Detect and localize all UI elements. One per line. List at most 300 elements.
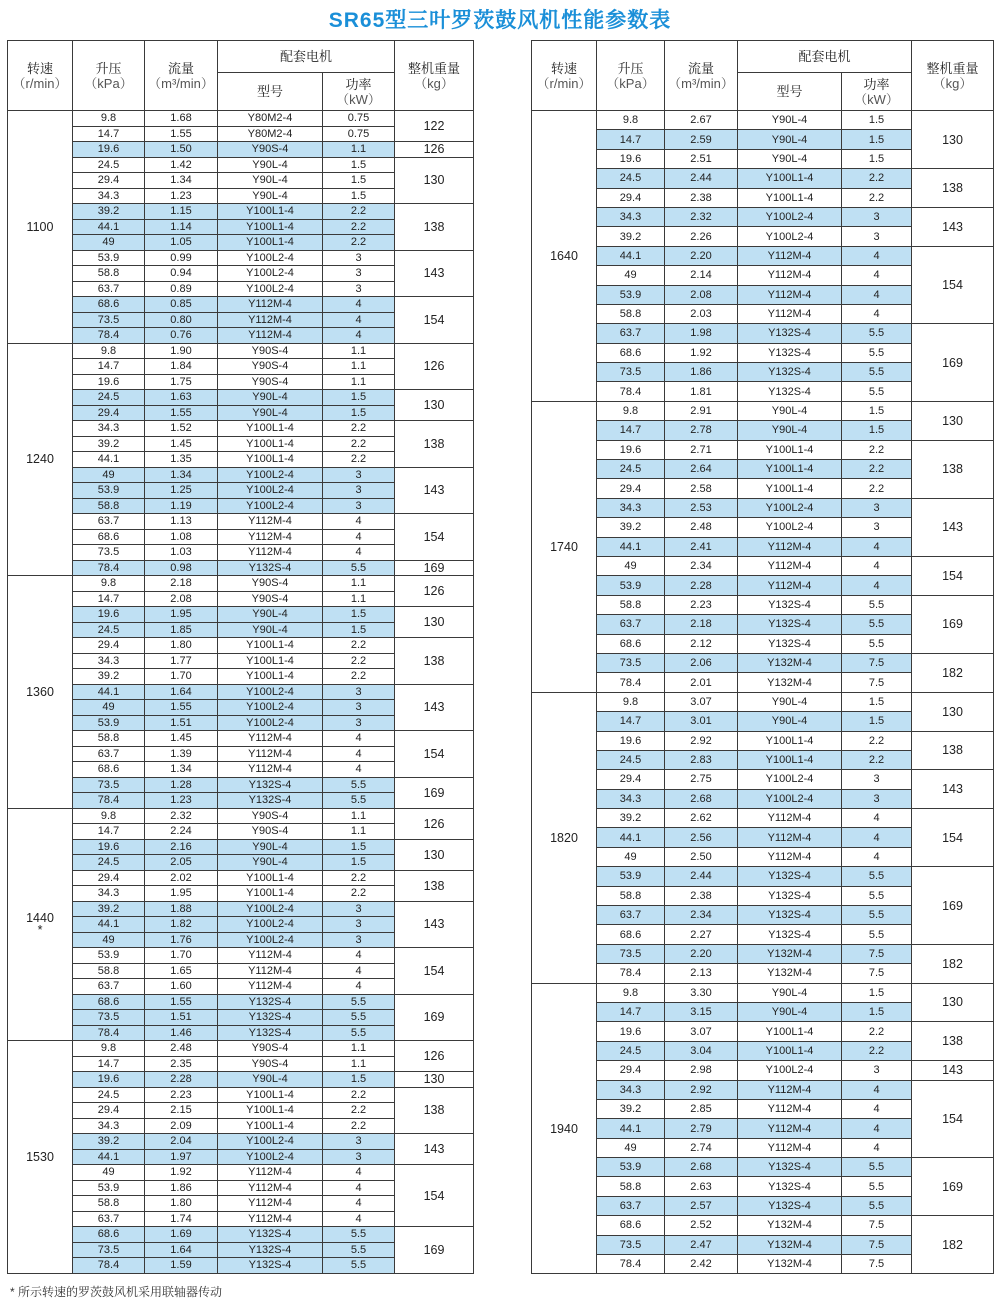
pressure-cell: 14.7: [597, 421, 665, 440]
motor-model-cell: Y90L-4: [218, 188, 323, 204]
weight-cell: 143: [395, 467, 474, 514]
motor-model-cell: Y90L-4: [218, 173, 323, 189]
flow-cell: 3.15: [665, 1002, 738, 1021]
header-power: 功率 （kW）: [323, 73, 395, 111]
motor-model-cell: Y112M-4: [218, 1165, 323, 1181]
motor-model-cell: Y100L2-4: [218, 498, 323, 514]
flow-cell: 0.85: [145, 297, 218, 313]
speed-cell: 1740: [532, 401, 597, 692]
power-cell: 5.5: [323, 1258, 395, 1274]
left-performance-table-container: [7, 40, 473, 1274]
weight-cell: 130: [395, 607, 474, 638]
weight-cell: 143: [395, 1134, 474, 1165]
table-row: [8, 204, 474, 220]
pressure-cell: 73.5: [73, 312, 145, 328]
motor-model-cell: Y90L-4: [218, 622, 323, 638]
flow-cell: 1.08: [145, 529, 218, 545]
power-cell: 7.5: [842, 1235, 912, 1254]
pressure-cell: 24.5: [73, 390, 145, 406]
power-cell: 4: [323, 731, 395, 747]
weight-cell: 130: [912, 692, 994, 731]
power-cell: 7.5: [842, 964, 912, 983]
flow-cell: 2.20: [665, 944, 738, 963]
flow-cell: 1.45: [145, 731, 218, 747]
motor-model-cell: Y132S-4: [218, 1242, 323, 1258]
power-cell: 2.2: [842, 479, 912, 498]
power-cell: 1.5: [323, 390, 395, 406]
motor-model-cell: Y132S-4: [738, 634, 842, 653]
speed-cell: 1240: [8, 343, 73, 576]
flow-cell: 2.85: [665, 1099, 738, 1118]
motor-model-cell: Y90S-4: [218, 591, 323, 607]
motor-model-cell: Y100L2-4: [738, 1061, 842, 1080]
weight-cell: 130: [395, 1072, 474, 1088]
motor-model-cell: Y100L2-4: [218, 917, 323, 933]
flow-cell: 1.90: [145, 343, 218, 359]
table-row: [532, 1216, 994, 1235]
power-cell: 3: [323, 1149, 395, 1165]
flow-cell: 2.28: [145, 1072, 218, 1088]
flow-cell: 1.23: [145, 188, 218, 204]
motor-model-cell: Y100L1-4: [218, 653, 323, 669]
weight-cell: 143: [395, 250, 474, 297]
motor-model-cell: Y100L1-4: [218, 638, 323, 654]
flow-cell: 2.78: [665, 421, 738, 440]
motor-model-cell: Y132M-4: [738, 1255, 842, 1274]
pressure-cell: 34.3: [73, 1118, 145, 1134]
power-cell: 3: [842, 1061, 912, 1080]
pressure-cell: 24.5: [597, 750, 665, 769]
table-row: [8, 343, 474, 359]
motor-model-cell: Y112M-4: [738, 809, 842, 828]
pressure-cell: 19.6: [73, 374, 145, 390]
flow-cell: 2.15: [145, 1103, 218, 1119]
flow-cell: 1.95: [145, 886, 218, 902]
motor-model-cell: Y90L-4: [218, 157, 323, 173]
weight-cell: 138: [395, 638, 474, 685]
flow-cell: 2.18: [665, 615, 738, 634]
flow-cell: 1.39: [145, 746, 218, 762]
table-row: [532, 1158, 994, 1177]
power-cell: 2.2: [842, 460, 912, 479]
motor-model-cell: Y112M-4: [738, 1119, 842, 1138]
weight-cell: 154: [912, 556, 994, 595]
power-cell: 7.5: [842, 653, 912, 672]
motor-model-cell: Y112M-4: [738, 1099, 842, 1118]
header-speed: 转速 （r/min）: [8, 41, 73, 111]
flow-cell: 1.69: [145, 1227, 218, 1243]
weight-cell: 138: [912, 169, 994, 208]
table-row: [8, 1165, 474, 1181]
motor-model-cell: Y132S-4: [218, 994, 323, 1010]
power-cell: 4: [842, 537, 912, 556]
weight-cell: 143: [912, 498, 994, 556]
motor-model-cell: Y100L2-4: [218, 250, 323, 266]
speed-cell: 1440 *: [8, 808, 73, 1041]
pressure-cell: 68.6: [73, 297, 145, 313]
pressure-cell: 14.7: [597, 712, 665, 731]
flow-cell: 1.88: [145, 901, 218, 917]
flow-cell: 2.62: [665, 809, 738, 828]
table-row: [8, 1072, 474, 1088]
power-cell: 1.1: [323, 824, 395, 840]
power-cell: 4: [323, 529, 395, 545]
pressure-cell: 44.1: [73, 219, 145, 235]
pressure-cell: 39.2: [597, 227, 665, 246]
power-cell: 5.5: [842, 906, 912, 925]
weight-cell: 169: [912, 595, 994, 653]
flow-cell: 2.32: [145, 808, 218, 824]
pressure-cell: 68.6: [73, 994, 145, 1010]
power-cell: 3: [323, 266, 395, 282]
power-cell: 2.2: [842, 1022, 912, 1041]
weight-cell: 130: [395, 839, 474, 870]
power-cell: 4: [323, 297, 395, 313]
motor-model-cell: Y112M-4: [218, 1180, 323, 1196]
flow-cell: 3.07: [665, 692, 738, 711]
motor-model-cell: Y100L2-4: [218, 715, 323, 731]
pressure-cell: 19.6: [597, 1022, 665, 1041]
flow-cell: 3.30: [665, 983, 738, 1002]
pressure-cell: 73.5: [73, 1242, 145, 1258]
flow-cell: 1.84: [145, 359, 218, 375]
flow-cell: 2.91: [665, 401, 738, 420]
flow-cell: 2.38: [665, 886, 738, 905]
motor-model-cell: Y112M-4: [218, 762, 323, 778]
flow-cell: 1.55: [145, 405, 218, 421]
power-cell: 1.5: [323, 405, 395, 421]
pressure-cell: 24.5: [73, 622, 145, 638]
motor-model-cell: Y112M-4: [218, 963, 323, 979]
motor-model-cell: Y112M-4: [738, 304, 842, 323]
motor-model-cell: Y80M2-4: [218, 126, 323, 142]
weight-cell: 154: [912, 246, 994, 324]
table-row: [8, 607, 474, 623]
motor-model-cell: Y112M-4: [218, 1196, 323, 1212]
power-cell: 5.5: [842, 1196, 912, 1215]
pressure-cell: 39.2: [73, 901, 145, 917]
table-row: [532, 867, 994, 886]
motor-model-cell: Y90L-4: [218, 607, 323, 623]
power-cell: 1.1: [323, 359, 395, 375]
motor-model-cell: Y100L2-4: [218, 932, 323, 948]
flow-cell: 2.52: [665, 1216, 738, 1235]
pressure-cell: 24.5: [73, 157, 145, 173]
speed-cell: 1940: [532, 983, 597, 1274]
table-row: [8, 250, 474, 266]
pressure-cell: 34.3: [73, 421, 145, 437]
header-model: 型号: [738, 73, 842, 111]
motor-model-cell: Y132S-4: [738, 867, 842, 886]
flow-cell: 1.77: [145, 653, 218, 669]
table-row: [8, 839, 474, 855]
header-speed: 转速 （r/min）: [532, 41, 597, 111]
flow-cell: 1.51: [145, 1010, 218, 1026]
power-cell: 5.5: [323, 1227, 395, 1243]
flow-cell: 2.56: [665, 828, 738, 847]
page-title: SR65型三叶罗茨鼓风机性能参数表: [328, 9, 672, 32]
power-cell: 5.5: [323, 994, 395, 1010]
weight-cell: 182: [912, 944, 994, 983]
power-cell: 1.5: [323, 855, 395, 871]
pressure-cell: 68.6: [597, 1216, 665, 1235]
pressure-cell: 39.2: [73, 669, 145, 685]
pressure-cell: 73.5: [597, 944, 665, 963]
weight-cell: 154: [395, 514, 474, 561]
motor-model-cell: Y90S-4: [218, 142, 323, 158]
flow-cell: 2.41: [665, 537, 738, 556]
pressure-cell: 44.1: [73, 1149, 145, 1165]
motor-model-cell: Y112M-4: [738, 556, 842, 575]
power-cell: 3: [323, 700, 395, 716]
power-cell: 1.5: [842, 401, 912, 420]
pressure-cell: 63.7: [597, 1196, 665, 1215]
table-row: [532, 169, 994, 188]
table-row: [532, 692, 994, 711]
motor-model-cell: Y132S-4: [218, 1227, 323, 1243]
motor-model-cell: Y100L2-4: [738, 227, 842, 246]
weight-cell: 169: [395, 777, 474, 808]
pressure-cell: 14.7: [73, 591, 145, 607]
power-cell: 1.5: [842, 111, 912, 130]
motor-model-cell: Y132M-4: [738, 673, 842, 692]
power-cell: 3: [323, 715, 395, 731]
pressure-cell: 29.4: [597, 188, 665, 207]
flow-cell: 3.04: [665, 1041, 738, 1060]
motor-model-cell: Y112M-4: [218, 328, 323, 344]
table-row: [532, 556, 994, 575]
motor-model-cell: Y100L2-4: [738, 207, 842, 226]
power-cell: 7.5: [842, 673, 912, 692]
motor-model-cell: Y100L1-4: [738, 169, 842, 188]
motor-model-cell: Y132M-4: [738, 944, 842, 963]
power-cell: 1.5: [842, 1002, 912, 1021]
power-cell: 2.2: [842, 188, 912, 207]
motor-model-cell: Y90L-4: [738, 1002, 842, 1021]
power-cell: 1.5: [323, 839, 395, 855]
flow-cell: 2.18: [145, 576, 218, 592]
table-row: [532, 1080, 994, 1099]
table-body-left: [8, 111, 474, 1274]
power-cell: 4: [323, 1180, 395, 1196]
motor-model-cell: Y100L1-4: [738, 750, 842, 769]
pressure-cell: 73.5: [73, 545, 145, 561]
flow-cell: 2.08: [145, 591, 218, 607]
motor-model-cell: Y112M-4: [218, 948, 323, 964]
flow-cell: 1.55: [145, 994, 218, 1010]
flow-cell: 2.44: [665, 867, 738, 886]
motor-model-cell: Y132S-4: [738, 382, 842, 401]
pressure-cell: 63.7: [597, 906, 665, 925]
weight-cell: 130: [912, 401, 994, 440]
pressure-cell: 9.8: [73, 808, 145, 824]
power-cell: 1.5: [323, 157, 395, 173]
flow-cell: 1.81: [665, 382, 738, 401]
motor-model-cell: Y100L1-4: [738, 460, 842, 479]
power-cell: 3: [323, 467, 395, 483]
motor-model-cell: Y90L-4: [738, 421, 842, 440]
power-cell: 3: [842, 770, 912, 789]
table-row: [8, 1087, 474, 1103]
pressure-cell: 34.3: [73, 886, 145, 902]
power-cell: 3: [323, 901, 395, 917]
motor-model-cell: Y132S-4: [218, 1025, 323, 1041]
power-cell: 5.5: [842, 324, 912, 343]
weight-cell: 154: [395, 731, 474, 778]
pressure-cell: 78.4: [73, 793, 145, 809]
power-cell: 4: [842, 556, 912, 575]
motor-model-cell: Y90L-4: [738, 692, 842, 711]
power-cell: 5.5: [842, 595, 912, 614]
power-cell: 1.5: [842, 149, 912, 168]
motor-model-cell: Y112M-4: [738, 266, 842, 285]
power-cell: 1.5: [323, 622, 395, 638]
flow-cell: 1.46: [145, 1025, 218, 1041]
pressure-cell: 49: [73, 467, 145, 483]
motor-model-cell: Y132S-4: [738, 615, 842, 634]
flow-cell: 1.74: [145, 1211, 218, 1227]
pressure-cell: 39.2: [73, 436, 145, 452]
power-cell: 1.1: [323, 142, 395, 158]
flow-cell: 1.85: [145, 622, 218, 638]
flow-cell: 2.48: [665, 518, 738, 537]
flow-cell: 2.14: [665, 266, 738, 285]
power-cell: 3: [323, 932, 395, 948]
right-performance-table-container: [531, 40, 993, 1274]
flow-cell: 1.75: [145, 374, 218, 390]
motor-model-cell: Y132M-4: [738, 1216, 842, 1235]
table-row: [532, 595, 994, 614]
power-cell: 5.5: [842, 343, 912, 362]
table-row: [8, 1041, 474, 1057]
motor-model-cell: Y100L1-4: [218, 1087, 323, 1103]
power-cell: 4: [323, 746, 395, 762]
power-cell: 2.2: [323, 436, 395, 452]
pressure-cell: 68.6: [73, 762, 145, 778]
flow-cell: 2.02: [145, 870, 218, 886]
motor-model-cell: Y112M-4: [218, 1211, 323, 1227]
pressure-cell: 49: [73, 700, 145, 716]
pressure-cell: 58.8: [73, 1196, 145, 1212]
pressure-cell: 78.4: [73, 1025, 145, 1041]
power-cell: 1.5: [323, 1072, 395, 1088]
table-row: [8, 901, 474, 917]
power-cell: 4: [842, 246, 912, 265]
flow-cell: 1.95: [145, 607, 218, 623]
power-cell: 0.75: [323, 111, 395, 127]
weight-cell: 154: [912, 1080, 994, 1158]
pressure-cell: 29.4: [73, 173, 145, 189]
weight-cell: 182: [912, 1216, 994, 1274]
power-cell: 3: [323, 498, 395, 514]
weight-cell: 169: [395, 994, 474, 1041]
pressure-cell: 19.6: [597, 149, 665, 168]
flow-cell: 2.71: [665, 440, 738, 459]
flow-cell: 0.94: [145, 266, 218, 282]
speed-cell: 1820: [532, 692, 597, 983]
power-cell: 1.1: [323, 374, 395, 390]
pressure-cell: 49: [597, 1138, 665, 1157]
motor-model-cell: Y112M-4: [738, 828, 842, 847]
pressure-cell: 39.2: [73, 1134, 145, 1150]
pressure-cell: 34.3: [73, 188, 145, 204]
flow-cell: 1.42: [145, 157, 218, 173]
weight-cell: 126: [395, 142, 474, 158]
pressure-cell: 44.1: [73, 684, 145, 700]
pressure-cell: 68.6: [73, 529, 145, 545]
motor-model-cell: Y100L1-4: [738, 188, 842, 207]
table-row: [8, 560, 474, 576]
motor-model-cell: Y90L-4: [738, 983, 842, 1002]
motor-model-cell: Y132M-4: [738, 653, 842, 672]
motor-model-cell: Y112M-4: [738, 285, 842, 304]
flow-cell: 1.34: [145, 467, 218, 483]
motor-model-cell: Y132S-4: [738, 1177, 842, 1196]
power-cell: 5.5: [842, 867, 912, 886]
table-row: [8, 111, 474, 127]
motor-model-cell: Y100L1-4: [218, 204, 323, 220]
pressure-cell: 34.3: [73, 653, 145, 669]
power-cell: 2.2: [842, 731, 912, 750]
motor-model-cell: Y112M-4: [218, 746, 323, 762]
motor-model-cell: Y100L2-4: [218, 281, 323, 297]
power-cell: 3: [842, 518, 912, 537]
power-cell: 4: [842, 847, 912, 866]
motor-model-cell: Y90L-4: [738, 149, 842, 168]
flow-cell: 2.64: [665, 460, 738, 479]
pressure-cell: 58.8: [597, 595, 665, 614]
pressure-cell: 9.8: [597, 401, 665, 420]
weight-cell: 154: [395, 948, 474, 995]
pressure-cell: 68.6: [73, 1227, 145, 1243]
power-cell: 5.5: [842, 1158, 912, 1177]
power-cell: 2.2: [323, 235, 395, 251]
motor-model-cell: Y100L2-4: [218, 700, 323, 716]
weight-cell: 169: [395, 560, 474, 576]
motor-model-cell: Y112M-4: [218, 297, 323, 313]
table-row: [8, 576, 474, 592]
power-cell: 1.1: [323, 808, 395, 824]
pressure-cell: 53.9: [73, 948, 145, 964]
header-power: 功率 （kW）: [842, 73, 912, 111]
power-cell: 4: [323, 1211, 395, 1227]
power-cell: 3: [323, 281, 395, 297]
power-cell: 2.2: [323, 421, 395, 437]
pressure-cell: 44.1: [597, 537, 665, 556]
pressure-cell: 34.3: [597, 498, 665, 517]
flow-cell: 2.92: [665, 731, 738, 750]
motor-model-cell: Y100L1-4: [218, 436, 323, 452]
table-row: [8, 157, 474, 173]
power-cell: 4: [842, 828, 912, 847]
weight-cell: 130: [395, 390, 474, 421]
pressure-cell: 58.8: [73, 498, 145, 514]
pressure-cell: 68.6: [597, 925, 665, 944]
motor-model-cell: Y90L-4: [738, 130, 842, 149]
power-cell: 1.1: [323, 1056, 395, 1072]
motor-model-cell: Y90L-4: [218, 839, 323, 855]
motor-model-cell: Y90S-4: [218, 1056, 323, 1072]
motor-model-cell: Y100L1-4: [218, 421, 323, 437]
power-cell: 2.2: [323, 653, 395, 669]
flow-cell: 1.55: [145, 700, 218, 716]
header-motor: 配套电机: [218, 41, 395, 73]
table-row: [8, 684, 474, 700]
table-row: [8, 1134, 474, 1150]
power-cell: 4: [323, 963, 395, 979]
weight-cell: 169: [912, 867, 994, 945]
motor-model-cell: Y112M-4: [738, 1138, 842, 1157]
